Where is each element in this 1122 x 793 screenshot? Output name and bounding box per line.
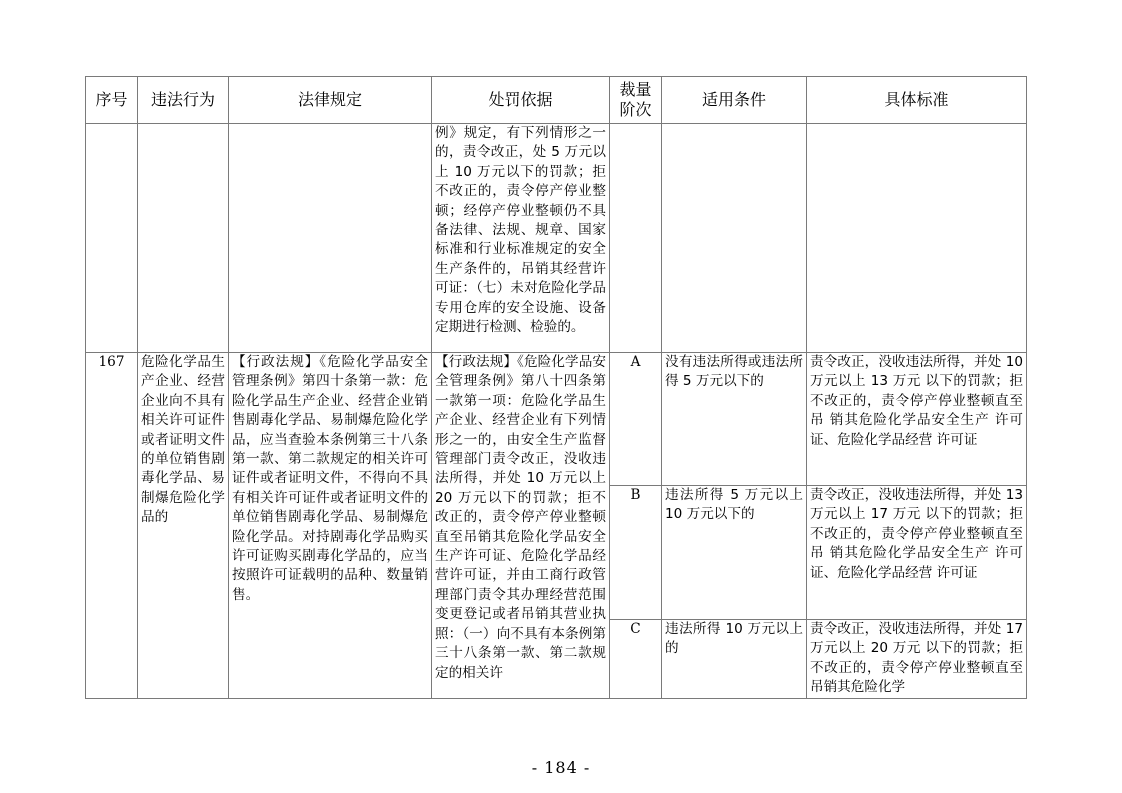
header-seq: 序号 <box>86 77 138 124</box>
continuation-law-cell <box>229 124 432 353</box>
condition-b: 违法所得 5 万元以上 10 万元以下的 <box>662 486 807 620</box>
standard-b: 责令改正，没收违法所得，并处 13 万元以上 17 万元 以下的罚款；拒不改正的，责令停产停业整顿直至吊 销其危险化学品安全生产 许可证、危险化学品经营 许可证 <box>807 486 1027 620</box>
condition-c: 违法所得 10 万元以上的 <box>662 620 807 699</box>
level-c: C <box>610 620 662 699</box>
seq-number: 167 <box>86 353 138 699</box>
continuation-seq-cell <box>86 124 138 353</box>
continuation-row <box>86 124 1027 353</box>
header-row <box>86 77 1027 124</box>
header-level: 裁量 阶次 <box>610 77 662 124</box>
level-a: A <box>610 353 662 486</box>
table-row <box>86 353 1027 486</box>
continuation-standard-cell <box>807 124 1027 353</box>
continuation-level-cell <box>610 124 662 353</box>
header-standard: 具体标准 <box>807 77 1027 124</box>
violation-text: 危险化学品生产企业、经营企业向不具有相关许可证件或者证明文件的单位销售剧毒化学品、易制爆危险化学品的 <box>138 353 229 699</box>
level-b: B <box>610 486 662 620</box>
standard-c: 责令改正，没收违法所得，并处 17 万元以上 20 万元 以下的罚款；拒不改正的，责令停产停业整顿直至吊销其危险化学 <box>807 620 1027 699</box>
penalty-discretion-table <box>85 76 1027 699</box>
header-violation: 违法行为 <box>138 77 229 124</box>
penalty-basis-text: 【行政法规】《危险化学品安全管理条例》第八十四条第一款第一项：危险化学品生产企业、经营企业有下列情形之一的，由安全生产监督管理部门责令改正，没收违法所得，并处 10 万元以上 20 万元以下的罚款；拒不改正的，责令停产停业整顿直至吊销其危险化学品安全生产许可证、危险化学品经营许可证，并由工商行政管理部门责令其办理经营范围变更登记或者吊销其营业执照：（一）向不具有本条例第三十八条第一款、第二款规定的相关许 <box>432 353 610 699</box>
header-condition: 适用条件 <box>662 77 807 124</box>
law-provision-text: 【行政法规】《危险化学品安全管理条例》第四十条第一款：危险化学品生产企业、经营企业销售剧毒化学品、易制爆危险化学品，应当查验本条例第三十八条第一款、第二款规定的相关许可证件或者证明文件，不得向不具有相关许可证件或者证明文件的单位销售剧毒化学品、易制爆危险化学品。对持剧毒化学品购买许可证购买剧毒化学品的，应当按照许可证载明的品种、数量销售。 <box>229 353 432 699</box>
page-number: - 184 - <box>531 758 591 777</box>
continuation-basis-text: 例》规定，有下列情形之一的，责令改正，处 5 万元以上 10 万元以下的罚款；拒不改正的，责令停产停业整顿；经停产停业整顿仍不具备法律、法规、规章、国家标准和行业标准规定的安全生产条件的，吊销其经营许可证：（七）未对危险化学品专用仓库的安全设施、设备定期进行检测、检验的。 <box>432 124 610 353</box>
condition-a: 没有违法所得或违法所得 5 万元以下的 <box>662 353 807 486</box>
standard-a: 责令改正，没收违法所得，并处 10 万元以上 13 万元 以下的罚款；拒不改正的，责令停产停业整顿直至吊 销其危险化学品安全生产 许可证、危险化学品经营 许可证 <box>807 353 1027 486</box>
continuation-violation-cell <box>138 124 229 353</box>
continuation-condition-cell <box>662 124 807 353</box>
header-law: 法律规定 <box>229 77 432 124</box>
header-basis: 处罚依据 <box>432 77 610 124</box>
